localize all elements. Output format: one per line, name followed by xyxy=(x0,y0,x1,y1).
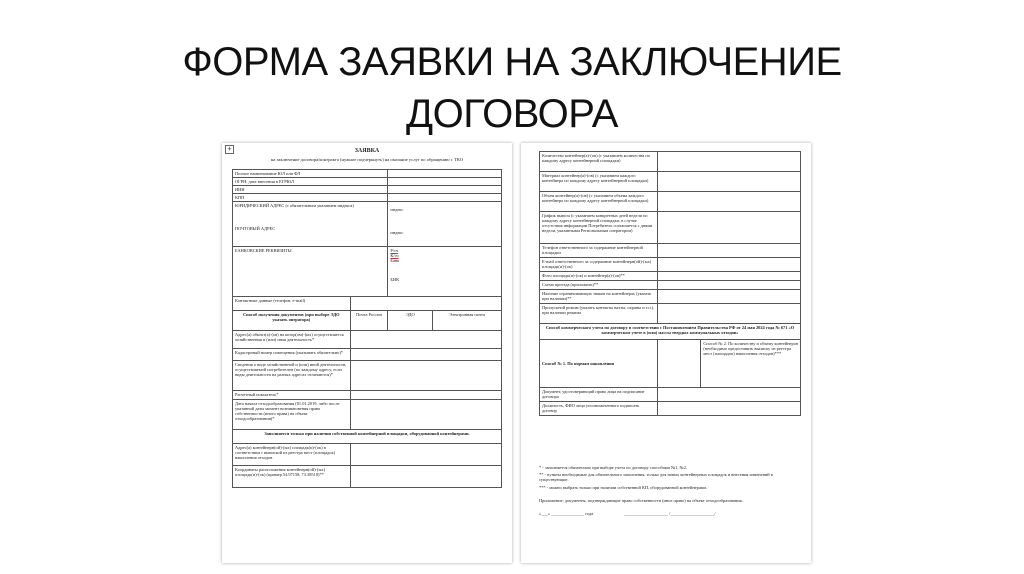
row-contacts: Контактные данные (телефон, e-mail) xyxy=(233,297,351,311)
note-2: ** - пункты необходимые для обязательного заполнения, только для новых контейнерных площадок и внесения изменений в существующие. xyxy=(539,472,773,483)
legal-address-label: ЮРИДИЧЕСКИЙ АДРЕС (с обязательным указанием индекса) xyxy=(235,203,354,208)
accounting-method-1[interactable]: Способ № 1. По нормам накопления xyxy=(540,340,658,388)
cell-empty[interactable] xyxy=(657,172,800,192)
row-site-address: Адрес(а) контейнерн(ой)-(ых) площадк(и)-(ок) в соответствии с выпиской из реестра мест (площадок) накопления отходов xyxy=(233,444,351,466)
slide-title-line2: ДОГОВОРА xyxy=(406,92,618,136)
expand-icon[interactable]: + xyxy=(225,145,234,154)
cell-empty[interactable] xyxy=(388,170,502,178)
cell-addresses[interactable] xyxy=(388,202,502,247)
cell-empty[interactable] xyxy=(657,244,800,258)
cell-empty[interactable] xyxy=(350,297,501,311)
cell-empty[interactable] xyxy=(350,466,501,488)
cell-empty[interactable] xyxy=(657,258,800,272)
cell-empty[interactable] xyxy=(388,178,502,186)
row-start-date: Дата начала отходообразования (01.01.2019, либо после указанной даты момент возникновения права собственности (иного права) на объект отходообразования)* xyxy=(233,400,351,430)
row-access-scheme: Схема проезда (приложить)** xyxy=(540,281,658,290)
form-page-left xyxy=(222,143,512,563)
cell-empty[interactable] xyxy=(657,192,800,212)
row-objects-address: Адрес(а) объект(а)-(ов) на котор(ом)-(ых) осуществляется хозяйственная и (или) иная деятельность* xyxy=(233,331,351,349)
row-bank: БАНКОВСКИЕ РЕКВИЗИТЫ xyxy=(233,247,388,297)
row-inn: ИНН xyxy=(233,186,388,194)
cell-empty[interactable] xyxy=(657,388,800,402)
row-position: Должность, ФИО лица уполномоченного подписать договор xyxy=(540,402,658,416)
row-kpp: КПП xyxy=(233,194,388,202)
sign-date[interactable]: «___» _______________ года xyxy=(539,511,594,517)
slide-title-line1: ФОРМА ЗАЯВКИ НА ЗАКЛЮЧЕНИЕ xyxy=(182,40,842,84)
cell-empty[interactable] xyxy=(657,281,800,290)
cell-empty[interactable] xyxy=(350,361,501,391)
slide-title xyxy=(0,36,1024,140)
form-subheading: на заключение договора/контракта (нужное подчеркнуть) на оказание услуг по обращению с ТКО xyxy=(270,157,464,162)
cell-empty[interactable] xyxy=(388,186,502,194)
bank-name-label: Банк xyxy=(390,258,400,263)
note-1: * - заполняется обязательно при выборе учета по договору способами №1, №2. xyxy=(539,465,688,470)
index-label: индекс xyxy=(390,207,404,212)
form-heading: ЗАЯВКА xyxy=(354,148,380,154)
index-label: индекс xyxy=(390,230,404,235)
signature-row xyxy=(539,511,801,516)
form-page-right xyxy=(521,143,811,563)
row-site-phone: Телефон ответственного за содержание контейнерной площадки xyxy=(540,244,658,258)
method-edo[interactable]: ЭДО xyxy=(388,311,433,331)
cell-empty[interactable] xyxy=(350,391,501,400)
sign-line[interactable]: ____________________ /____________________/ xyxy=(624,511,716,517)
row-container-volume: Объем контейнер(а)-(ов) (с указанием объема каждого контейнера по каждому адресу контейнерной площадки) xyxy=(540,192,658,212)
row-ogrn: ОГРН, дата внесения в ЕГРЮЛ xyxy=(233,178,388,186)
row-addresses xyxy=(233,202,388,247)
row-activity-info: Сведения о виде хозяйственной и (или) иной деятельности, осуществляемой потребителем (по каждому адресу, если виды деятельности на разных адресах отличаются)* xyxy=(233,361,351,391)
cell-empty[interactable] xyxy=(657,402,800,416)
bik-label: БИК xyxy=(390,277,400,282)
row-full-name: Полное наименование ЮЛ или ФЛ xyxy=(233,170,388,178)
cell-empty[interactable] xyxy=(657,340,701,388)
cell-empty[interactable] xyxy=(657,290,800,304)
cell-empty[interactable] xyxy=(388,194,502,202)
note-3: *** - можно выбрать только при наличии собственной КП, оборудованной контейнерами. xyxy=(539,484,707,490)
cell-empty[interactable] xyxy=(350,349,501,361)
cell-empty[interactable] xyxy=(657,304,800,324)
attachment-note: Приложение: документы, подтверждающие право собственности (иное право) на объект отходообразования. xyxy=(539,497,743,503)
row-container-material: Материал контейнер(а)-(ов) (с указанием каждого контейнера по каждому адресу контейнерной площадки) xyxy=(540,172,658,192)
row-cadastral: Кадастровый номер помещения (указывать обязательно)* xyxy=(233,349,351,361)
cell-empty[interactable] xyxy=(657,152,800,172)
row-access-mode: Пропускной режим (указать контакты вахты, охраны и т.п.), при наличии режима xyxy=(540,304,658,324)
cell-bank[interactable] xyxy=(388,247,502,297)
row-schedule: График вывоза (с указанием конкретных дней недели по каждому адресу контейнерной площадки, в случае отсутствия информации Потребитель соглашается с днями недели, указанными Региональным оператором) xyxy=(540,212,658,244)
method-post[interactable]: Почта России xyxy=(350,311,388,331)
form-table-left xyxy=(232,169,502,488)
row-site-email: E-mail ответственного за содержание контейнерн(ой)-(ых) площадк(и)-(ок) xyxy=(540,258,658,272)
cell-empty[interactable] xyxy=(350,400,501,430)
row-calc-indicator: Расчетный показатель* xyxy=(233,391,351,400)
row-site-coords: Координаты расположения контейнерн(ой)-(ых) площадк(и)-(ок) (пример 54.97158, 73.38518)** xyxy=(233,466,351,488)
cell-empty[interactable] xyxy=(350,331,501,349)
row-document: Документ, удостоверяющий право лица на подписание договора xyxy=(540,388,658,402)
postal-address-label: ПОЧТОВЫЙ АДРЕС xyxy=(235,226,276,231)
form-notes xyxy=(539,465,801,518)
rs-label: Р/сч xyxy=(390,248,399,253)
accounting-method-2[interactable]: Способ № 2. По количеству и объему контейнеров (необходимо предоставить выписку из реестра мест (площадок) накопления отходов)*** xyxy=(701,340,801,388)
row-restrict-signs: Наличие ограничивающих знаков на контейнерах (указать при наличии)** xyxy=(540,290,658,304)
method-email[interactable]: Электронная почта xyxy=(433,311,502,331)
cell-empty[interactable] xyxy=(350,444,501,466)
row-container-count: Количество контейнер(а)-(ов) (с указанием количества по каждому адресу контейнерной площадки) xyxy=(540,152,658,172)
form-table-right xyxy=(539,151,801,416)
row-method-title: Способ получения документов (при выборе ЭДО указать оператора) xyxy=(233,311,351,331)
cell-empty[interactable] xyxy=(657,272,800,281)
ks-label: К/сч xyxy=(390,253,399,258)
row-accounting-title: Способ коммерческого учета по договору в соответствии с Постановлением Правительства РФ от 24 мая 2024 года № 671 «О коммерческом учете в (или) массы твердых коммунальных отходов» xyxy=(540,324,801,340)
row-own-site-title: Заполняется только при наличии собственной контейнерной площадки, оборудованной контейнерами. xyxy=(233,430,502,444)
cell-empty[interactable] xyxy=(657,212,800,244)
row-site-photo: Фото площадк(и)-(ок) и контейнер(а)-(ов)** xyxy=(540,272,658,281)
